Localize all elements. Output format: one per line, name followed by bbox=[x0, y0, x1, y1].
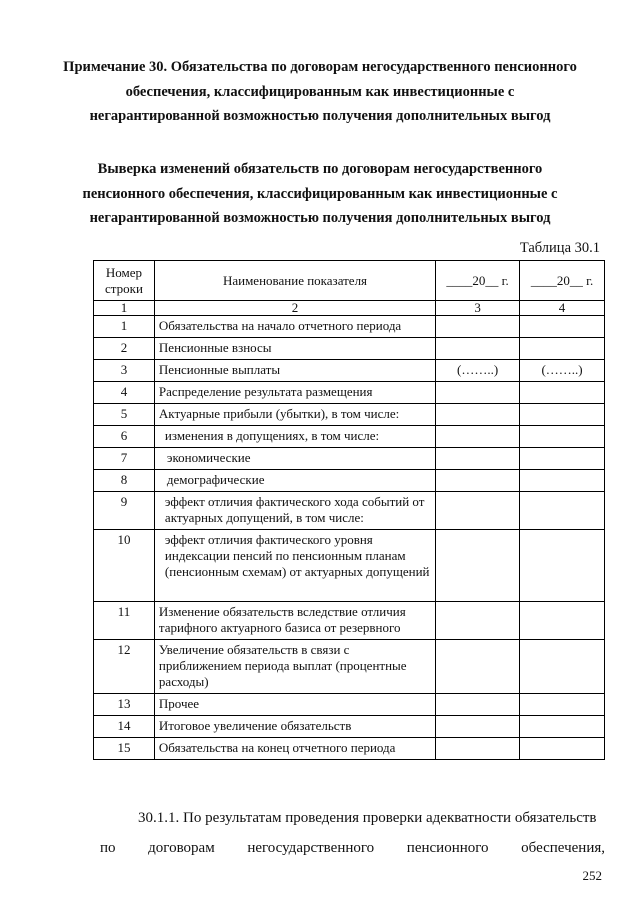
row-number: 10 bbox=[94, 530, 155, 602]
indicator-name: Пенсионные выплаты bbox=[154, 360, 435, 382]
value-period-2 bbox=[520, 426, 605, 448]
indicator-name: Обязательства на начало отчетного периода bbox=[154, 316, 435, 338]
indicator-name: Увеличение обязательств в связи с приближением периода выплат (процентные расходы) bbox=[154, 640, 435, 694]
row-number: 9 bbox=[94, 492, 155, 530]
value-period-2 bbox=[520, 316, 605, 338]
indicator-name: изменения в допущениях, в том числе: bbox=[154, 426, 435, 448]
table-row bbox=[94, 426, 605, 448]
value-period-2 bbox=[520, 470, 605, 492]
paragraph-word: договорам bbox=[148, 840, 215, 856]
table-row bbox=[94, 470, 605, 492]
column-number: 4 bbox=[520, 301, 605, 316]
value-period-1 bbox=[436, 640, 520, 694]
table-row bbox=[94, 316, 605, 338]
value-period-1 bbox=[436, 382, 520, 404]
row-number: 4 bbox=[94, 382, 155, 404]
row-number: 13 bbox=[94, 694, 155, 716]
value-period-1 bbox=[436, 492, 520, 530]
table-caption: Таблица 30.1 bbox=[519, 240, 600, 256]
row-number: 11 bbox=[94, 602, 155, 640]
header-indicator: Наименование показателя bbox=[154, 261, 435, 301]
row-number: 7 bbox=[94, 448, 155, 470]
value-period-2 bbox=[520, 492, 605, 530]
column-number: 3 bbox=[436, 301, 520, 316]
header-row-number: Номер строки bbox=[94, 261, 155, 301]
header-period-2: ____20__ г. bbox=[520, 261, 605, 301]
value-period-1 bbox=[436, 316, 520, 338]
value-period-2 bbox=[520, 640, 605, 694]
column-number: 1 bbox=[94, 301, 155, 316]
value-period-2 bbox=[520, 716, 605, 738]
row-number: 6 bbox=[94, 426, 155, 448]
value-period-2 bbox=[520, 738, 605, 760]
indicator-name: экономические bbox=[154, 448, 435, 470]
paragraph-word: пенсионного bbox=[406, 840, 489, 856]
indicator-name: эффект отличия фактического уровня индексации пенсий по пенсионным планам (пенсионным схемам) от актуарных допущений bbox=[154, 530, 435, 602]
table-row bbox=[94, 640, 605, 694]
row-number: 8 bbox=[94, 470, 155, 492]
indicator-name: эффект отличия фактического хода событий от актуарных допущений, в том числе: bbox=[154, 492, 435, 530]
value-period-1 bbox=[436, 694, 520, 716]
table-row bbox=[94, 530, 605, 602]
row-number: 15 bbox=[94, 738, 155, 760]
value-period-1 bbox=[436, 338, 520, 360]
value-period-2 bbox=[520, 338, 605, 360]
table-row bbox=[94, 716, 605, 738]
paragraph-word: обеспечения, bbox=[521, 840, 605, 856]
row-number: 14 bbox=[94, 716, 155, 738]
indicator-name: Обязательства на конец отчетного периода bbox=[154, 738, 435, 760]
note-title: Примечание 30. Обязательства по договорам негосударственного пенсионного обеспечения, классифицированным как инвестиционные с негарантированной возможностью получения дополнительных выгод bbox=[63, 59, 577, 124]
row-number: 1 bbox=[94, 316, 155, 338]
value-period-2 bbox=[520, 530, 605, 602]
row-number: 5 bbox=[94, 404, 155, 426]
value-period-1 bbox=[436, 530, 520, 602]
table-row bbox=[94, 694, 605, 716]
table-row bbox=[94, 448, 605, 470]
value-period-2 bbox=[520, 694, 605, 716]
table-row bbox=[94, 360, 605, 382]
table-row bbox=[94, 602, 605, 640]
indicator-name: Изменение обязательств вследствие отличия тарифного актуарного базиса от резервного bbox=[154, 602, 435, 640]
value-period-1 bbox=[436, 404, 520, 426]
row-number: 2 bbox=[94, 338, 155, 360]
value-period-1 bbox=[436, 716, 520, 738]
table-row bbox=[94, 492, 605, 530]
header-period-1: ____20__ г. bbox=[436, 261, 520, 301]
table-row bbox=[94, 404, 605, 426]
value-period-1 bbox=[436, 470, 520, 492]
value-period-2 bbox=[520, 448, 605, 470]
value-period-1 bbox=[436, 448, 520, 470]
value-period-1 bbox=[436, 602, 520, 640]
value-period-2 bbox=[520, 404, 605, 426]
indicator-name: Итоговое увеличение обязательств bbox=[154, 716, 435, 738]
value-period-2 bbox=[520, 602, 605, 640]
paragraph-30-1-1: 30.1.1. По результатам проведения проверки адекватности обязательств bbox=[138, 810, 597, 826]
value-period-1: (……..) bbox=[436, 360, 520, 382]
paragraph-word: по bbox=[100, 840, 116, 856]
value-period-1 bbox=[436, 426, 520, 448]
column-number: 2 bbox=[154, 301, 435, 316]
indicator-name: Актуарные прибыли (убытки), в том числе: bbox=[154, 404, 435, 426]
column-number-row bbox=[94, 301, 605, 316]
reconciliation-title: Выверка изменений обязательств по договорам негосударственного пенсионного обеспечения, классифицированным как инвестиционные с негарантированной возможностью получения дополнительных выгод bbox=[82, 161, 558, 226]
indicator-name: Прочее bbox=[154, 694, 435, 716]
value-period-1 bbox=[436, 738, 520, 760]
indicator-name: демографические bbox=[154, 470, 435, 492]
paragraph-word: негосударственного bbox=[247, 840, 375, 856]
indicator-name: Пенсионные взносы bbox=[154, 338, 435, 360]
page-number: 252 bbox=[582, 868, 602, 883]
table-row bbox=[94, 338, 605, 360]
value-period-2 bbox=[520, 382, 605, 404]
obligations-table bbox=[93, 260, 605, 760]
indicator-name: Распределение результата размещения bbox=[154, 382, 435, 404]
paragraph-continuation bbox=[100, 840, 605, 857]
row-number: 3 bbox=[94, 360, 155, 382]
table-row bbox=[94, 738, 605, 760]
row-number: 12 bbox=[94, 640, 155, 694]
value-period-2: (……..) bbox=[520, 360, 605, 382]
table-row bbox=[94, 382, 605, 404]
